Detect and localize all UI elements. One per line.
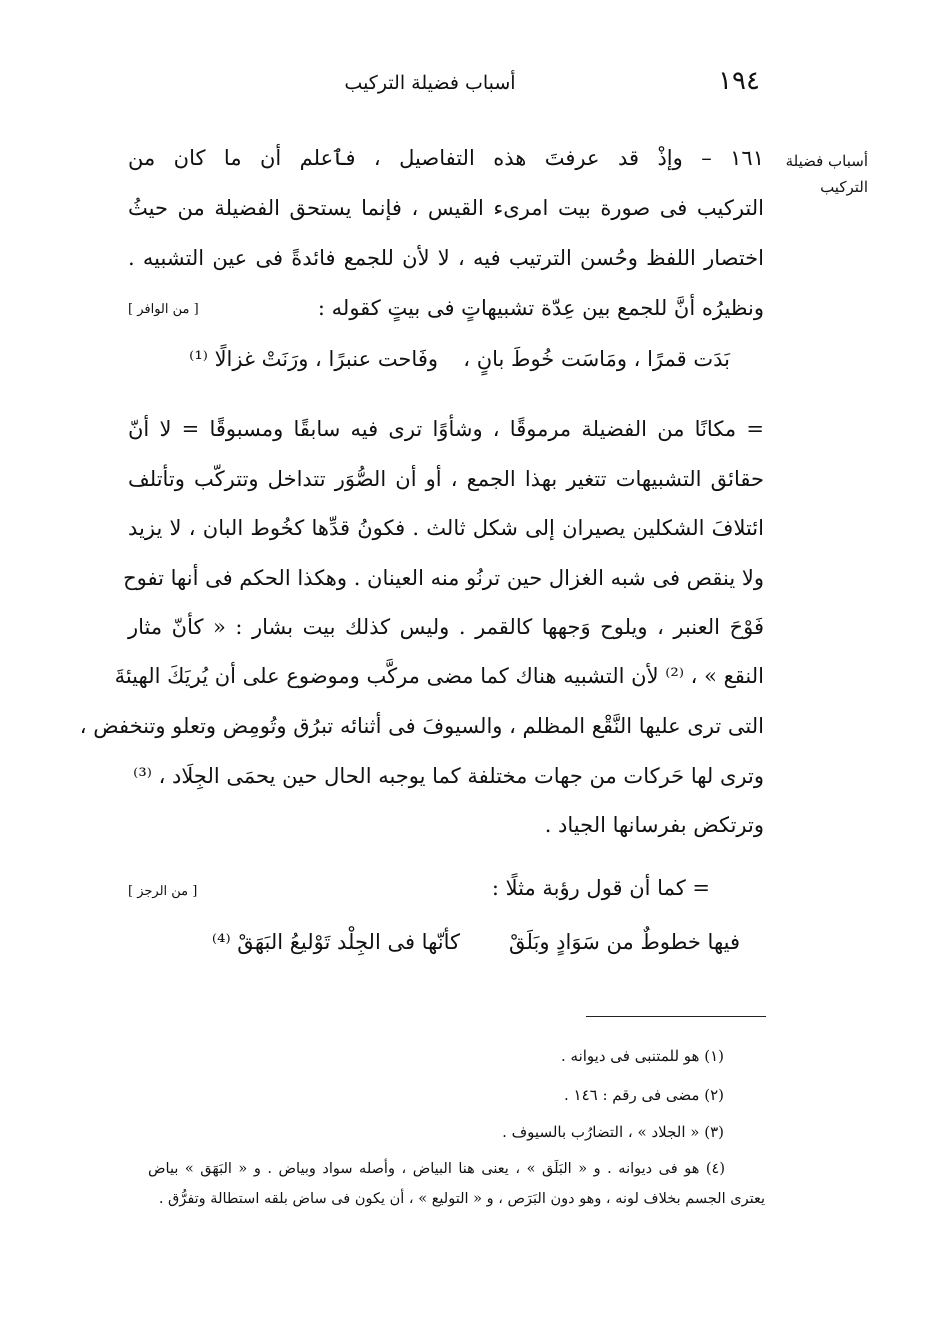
footnote: (٢) مضى فى رقم : ١٤٦ .	[563, 1086, 724, 1104]
meter-label: [ من الرجز ]	[128, 884, 198, 899]
paragraph-line: ائتلافَ الشكلين يصيران إلى شكل ثالث . فكونُ قدِّها كخُوط البان ، لا يزيد	[128, 516, 764, 540]
paragraph-line: وترتكض بفرسانها الجياد .	[544, 813, 764, 837]
paragraph-line: النقع » ، ⁽²⁾ لأن التشبيه هناك كما مضى مركَّب وموضوع على أن يُريَكَ الهيئةَ	[114, 664, 764, 688]
paragraph-line: فَوْحَ العنبر ، ويلوح وَجهها كالقمر . وليس كذلك بيت بشار : « كأنّ مثار	[128, 615, 764, 639]
footnote-continuation: يعترى الجسم بخلاف لونه ، وهو دون البَرَص ، و « التوليع » ، أن يكون فى ساض بلقه استطالة وتفرُّق .	[158, 1191, 765, 1207]
footnote-divider	[586, 1016, 766, 1017]
verse-hemistich: بَدَت قمرًا ، ومَاسَت خُوطَ بانٍ ،	[463, 347, 730, 371]
page-number: ١٩٤	[718, 66, 760, 96]
paragraph-line: التى ترى عليها النَّقْع المظلم ، والسيوفَ فى أثنائه تبرُق وتُومِض وتعلو وتنخفض ،	[79, 714, 764, 738]
paragraph-line: حقائق التشبيهات تتغير بهذا الجمع ، أو أن الصُّوَر تتداخل وتتركّب وتأتلف	[128, 467, 764, 491]
paragraph-line: التركيب فى صورة بيت امرىء القيس ، فإنما يستحق الفضيلة من حيثُ	[128, 196, 764, 220]
margin-note-line: التركيب	[820, 178, 868, 196]
margin-note-line: أسباب فضيلة	[785, 152, 868, 170]
paragraph-line: ونظيرُه أنَّ للجمع بين عِدّة تشبيهاتٍ فى بيتٍ كقوله :	[317, 296, 764, 320]
footnote: (٤) هو فى ديوانه . و « البَلَق » ، يعنى هنا البياض ، وأصله سواد وبياض . و « البَهَق » بياض	[148, 1161, 725, 1177]
running-title: أسباب فضيلة التركيب	[344, 72, 516, 94]
verse-hemistich: كأنّها فى الجِلْد تَوْليعُ البَهَقْ ⁽⁴⁾	[211, 930, 460, 954]
footnote: (١) هو للمتنبى فى ديوانه .	[561, 1047, 724, 1065]
paragraph-line: اختصار اللفظ وحُسن الترتيب فيه ، لا لأن للجمع فائدةً فى عين التشبيه .	[128, 246, 764, 270]
paragraph-line: ١٦١ – وإذْ قد عرفتَ هذه التفاصيل ، فٱعلم أن ما كان من	[128, 146, 764, 170]
verse-hemistich: وفَاحت عنبرًا ، ورَنَتْ غزالًا ⁽¹⁾	[189, 347, 438, 371]
paragraph-line: ولا ينقص فى شبه الغزال حين ترنُو منه العينان . وهكذا الحكم فى أنها تفوح	[123, 566, 764, 590]
verse-intro: = كما أن قول رؤبة مثلًا :	[491, 876, 710, 900]
meter-label: [ من الوافر ]	[128, 302, 199, 317]
verse-hemistich: فيها خطوطٌ من سَوَادٍ وبَلَقْ	[509, 930, 740, 954]
footnote: (٣) « الجلاد » ، التضارُب بالسيوف .	[502, 1123, 724, 1141]
paragraph-line: = مكانًا من الفضيلة مرموقًا ، وشأوًا ترى فيه سابقًا ومسبوقًا = لا أنّ	[128, 417, 764, 441]
margin-note	[770, 148, 868, 200]
paragraph-line: وترى لها حَركات من جهات مختلفة كما يوجبه الحال حين يحمَى الجِلَاد ، ⁽³⁾	[133, 764, 764, 788]
